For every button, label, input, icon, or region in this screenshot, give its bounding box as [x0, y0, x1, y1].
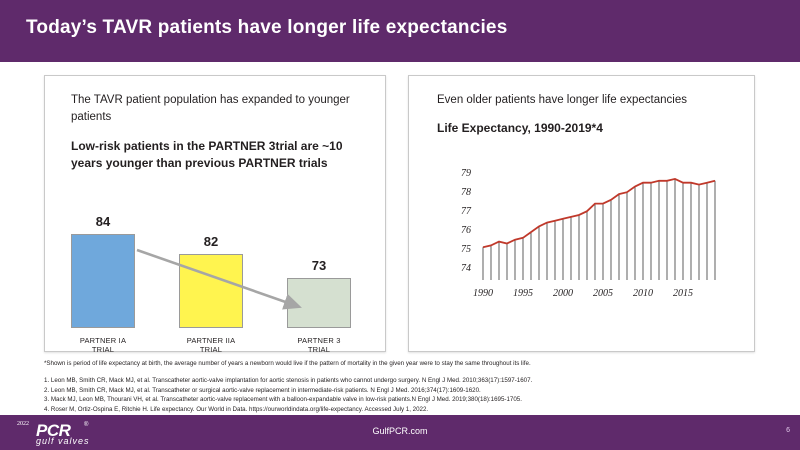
drop-lines: [483, 179, 715, 280]
bar-category-label: PARTNER IA TRIAL: [79, 336, 127, 354]
x-tick-1995: 1995: [513, 288, 533, 299]
left-panel-subtitle: Low-risk patients in the PARTNER 3trial are ~10 years younger than previous PARTNER trials: [71, 139, 343, 171]
x-tick-2005: 2005: [593, 288, 613, 299]
y-tick-79: 79: [461, 168, 471, 179]
footnote-asterisk: *Shown is period of life expectancy at birth, the average number of years a newborn would live if the pattern of mortality in the given year were to stay the same throughout its life.: [44, 360, 531, 367]
line-chart: [427, 144, 737, 339]
slide-footer: [0, 415, 800, 450]
right-panel-lead: Even older patients have longer life expectancies: [437, 94, 687, 106]
bar-category-label: PARTNER IIA TRIAL: [186, 336, 236, 354]
logo-subtitle: gulf valves: [36, 436, 90, 446]
logo-registered-icon: ®: [84, 422, 89, 428]
decline-arrow-icon: [45, 216, 385, 351]
left-panel-lead: The TAVR patient population has expanded to younger patients: [71, 94, 350, 123]
x-tick-1990: 1990: [473, 288, 493, 299]
bar-category-label: PARTNER 3 TRIAL: [297, 336, 341, 354]
right-panel: [408, 75, 755, 352]
bar-chart: [45, 214, 385, 354]
footnote-item: 1. Leon MB, Smith CR, Mack MJ, et al. Transcatheter aortic-valve implantation for aortic stenosis in patients who cannot undergo surgery. N Engl J Med. 2010;363(17):1597-1607.: [44, 377, 533, 384]
bar-value-label: 84: [95, 214, 111, 229]
footnote-item: 2. Leon MB, Smith CR, Mack MJ, et al. Transcatheter or surgical aortic-valve replacement in intermediate-risk patients. N Engl J Med. 2016;374(17):1609-1620.: [44, 386, 481, 394]
footer-website: GulfPCR.com: [372, 426, 428, 436]
bar-value-label: 82: [203, 234, 219, 249]
right-panel-title: Life Expectancy, 1990-2019*4: [437, 121, 603, 135]
slide-header: [0, 0, 800, 62]
y-tick-74: 74: [461, 263, 471, 274]
y-tick-75: 75: [461, 244, 471, 255]
footnote-item: 3. Mack MJ, Leon MB, Thourani VH, et al. Transcatheter aortic-valve replacement with a balloon-expandable valve in low-risk patients.N Engl J Med. 2019;380(18):1695-1705.: [44, 396, 522, 404]
y-tick-78: 78: [461, 187, 471, 198]
x-tick-2010: 2010: [633, 288, 653, 299]
y-tick-77: 77: [461, 206, 471, 217]
footnote-list: [44, 376, 774, 414]
x-tick-2000: 2000: [553, 288, 573, 299]
x-tick-2015: 2015: [673, 288, 693, 299]
logo-wordmark: PCR: [36, 421, 71, 440]
life-expectancy-line: [483, 179, 715, 247]
bar-value-label: 73: [311, 258, 327, 273]
page-title: Today’s TAVR patients have longer life expectancies: [26, 17, 508, 38]
left-panel: [44, 75, 386, 352]
y-tick-76: 76: [461, 225, 471, 236]
logo-year: 2022: [17, 421, 29, 427]
footnote-item: 4. Roser M, Ortiz-Ospina E, Ritchie H. Life expectancy. Our World in Data. https://ourworldindata.org/life-expectancy. Accessed July 1, 2022.: [44, 405, 429, 413]
page-number: 6: [786, 427, 790, 434]
